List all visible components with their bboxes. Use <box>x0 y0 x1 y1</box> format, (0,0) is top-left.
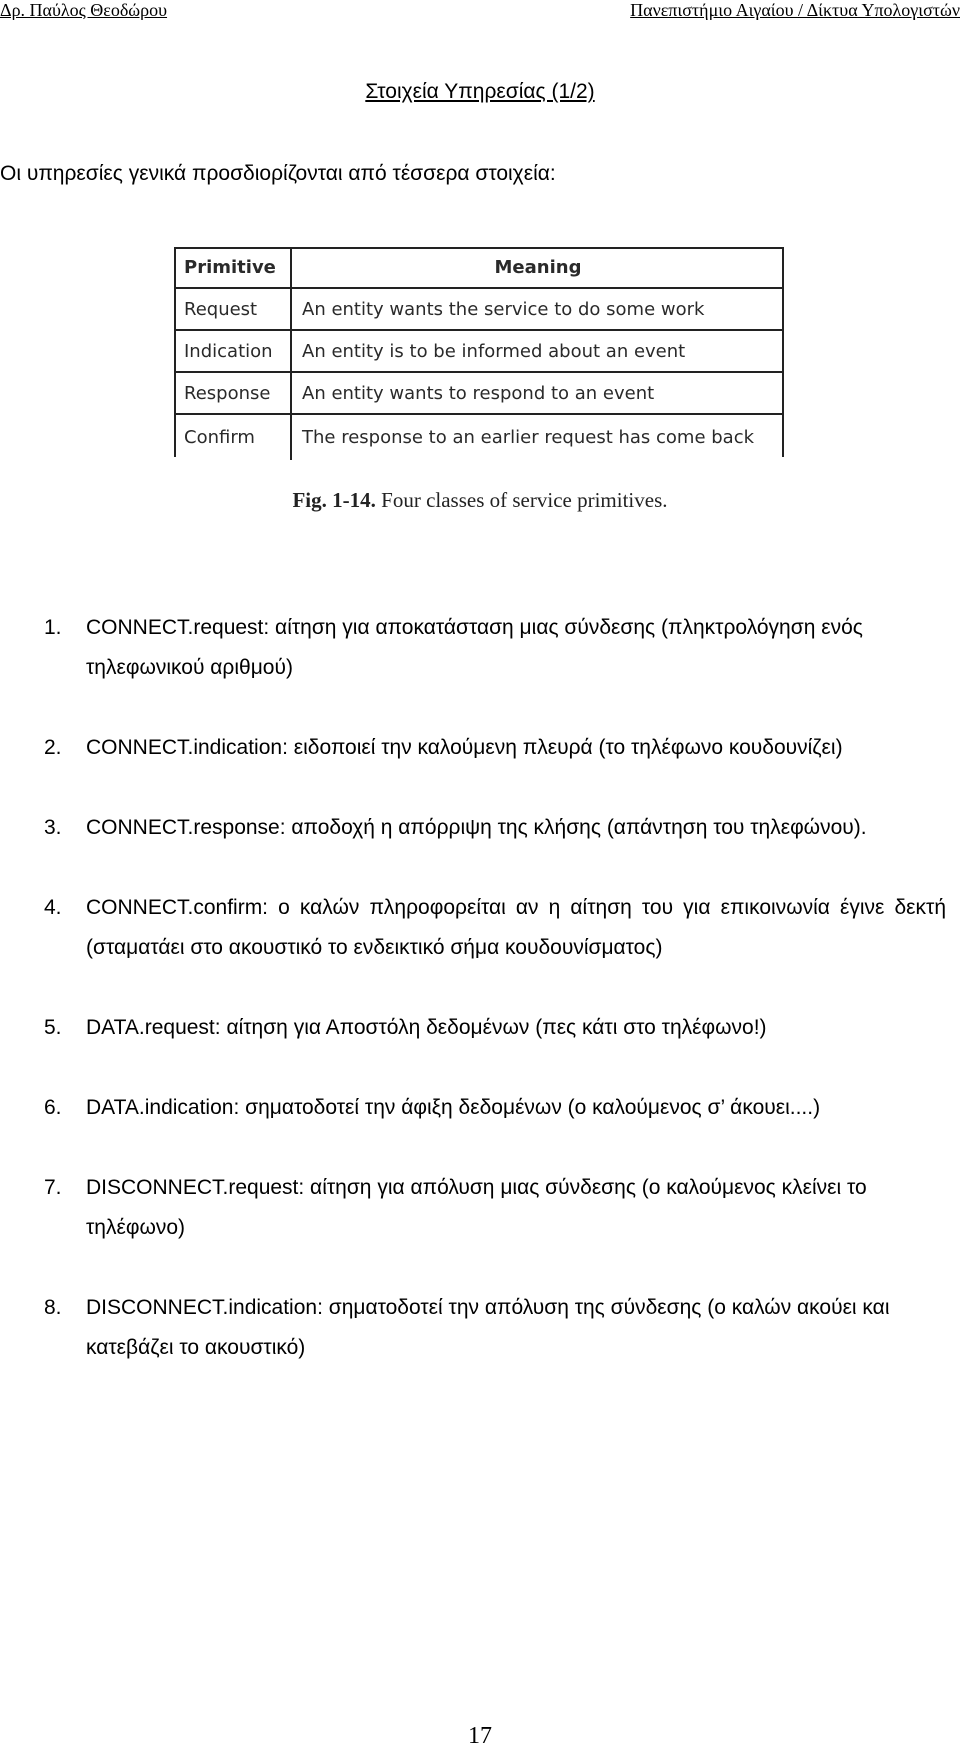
primitive-cell: Confirm <box>174 414 291 460</box>
header-author: Δρ. Παύλος Θεοδώρου <box>0 0 168 20</box>
table-row <box>174 330 784 372</box>
list-item-number: 3. <box>44 816 62 839</box>
primitive-cell: Request <box>174 288 291 330</box>
figure-caption-text: Four classes of service primitives. <box>381 488 668 512</box>
header-course: Πανεπιστήμιο Αιγαίου / Δίκτυα Υπολογιστών <box>630 0 960 20</box>
list-item-text: CONNECT.indication: ειδοποιεί την καλούμενη πλευρά (το τηλέφωνο κουδουνίζει) <box>86 736 843 759</box>
meaning-cell: An entity wants to respond to an event <box>291 372 784 414</box>
list-item-text: DISCONNECT.request: αίτηση για απόλυση μιας σύνδεσης (ο καλούμενος κλείνει το τηλέφωνο) <box>86 1176 867 1239</box>
list-item-number: 1. <box>44 616 62 639</box>
list-item-number: 6. <box>44 1096 62 1119</box>
primitives-list <box>44 608 946 1408</box>
meaning-cell: An entity wants the service to do some work <box>291 288 784 330</box>
page-title: Στοιχεία Υπηρεσίας (1/2) <box>365 80 595 103</box>
list-item-number: 5. <box>44 1016 62 1039</box>
meaning-cell: An entity is to be informed about an event <box>291 330 784 372</box>
list-item <box>44 888 946 968</box>
list-item <box>44 1088 946 1128</box>
list-item-number: 4. <box>44 896 62 919</box>
table-row <box>174 414 784 460</box>
list-item-text: CONNECT.request: αίτηση για αποκατάσταση μιας σύνδεσης (πληκτρολόγηση ενός τηλεφωνικού αριθμού) <box>86 616 863 679</box>
list-item <box>44 808 946 848</box>
list-item-text: CONNECT.response: αποδοχή η απόρριψη της κλήσης (απάντηση του τηλεφώνου). <box>86 816 867 839</box>
table-row <box>174 372 784 414</box>
meaning-cell: The response to an earlier request has come back <box>302 427 755 448</box>
table-row <box>174 288 784 330</box>
list-item <box>44 1008 946 1048</box>
list-item <box>44 608 946 688</box>
primitive-cell: Response <box>174 372 291 414</box>
figure-caption <box>0 488 960 513</box>
column-header-meaning: Meaning <box>291 247 784 288</box>
list-item-number: 2. <box>44 736 62 759</box>
primitive-cell: Indication <box>174 330 291 372</box>
list-item-number: 8. <box>44 1296 62 1319</box>
list-item <box>44 728 946 768</box>
column-header-primitive: Primitive <box>174 247 291 288</box>
list-item <box>44 1288 946 1368</box>
list-item-text: DISCONNECT.indication: σηματοδοτεί την απόλυση της σύνδεσης (ο καλών ακούει και κατεβάζει το ακουστικό) <box>86 1296 890 1359</box>
list-item-number: 7. <box>44 1176 62 1199</box>
list-item-text: DATA.indication: σηματοδοτεί την άφιξη δεδομένων (ο καλούμενος σ’ άκουει....) <box>86 1096 821 1119</box>
list-item <box>44 1168 946 1248</box>
list-item-text: DATA.request: αίτηση για Αποστόλη δεδομένων (πες κάτι στο τηλέφωνο!) <box>86 1016 767 1039</box>
page-header <box>0 0 960 24</box>
page-number: 17 <box>468 1723 492 1749</box>
intro-paragraph: Οι υπηρεσίες γενικά προσδιορίζονται από τέσσερα στοιχεία: <box>0 162 556 185</box>
service-primitives-table <box>174 247 784 460</box>
figure-caption-label: Fig. 1-14. <box>292 488 376 512</box>
list-item-text: CONNECT.confirm: ο καλών πληροφορείται αν η αίτηση του για επικοινωνία έγινε δεκτή (σταματάει στο ακουστικό το ενδεικτικό σήμα κουδουνίσματος) <box>86 896 946 959</box>
